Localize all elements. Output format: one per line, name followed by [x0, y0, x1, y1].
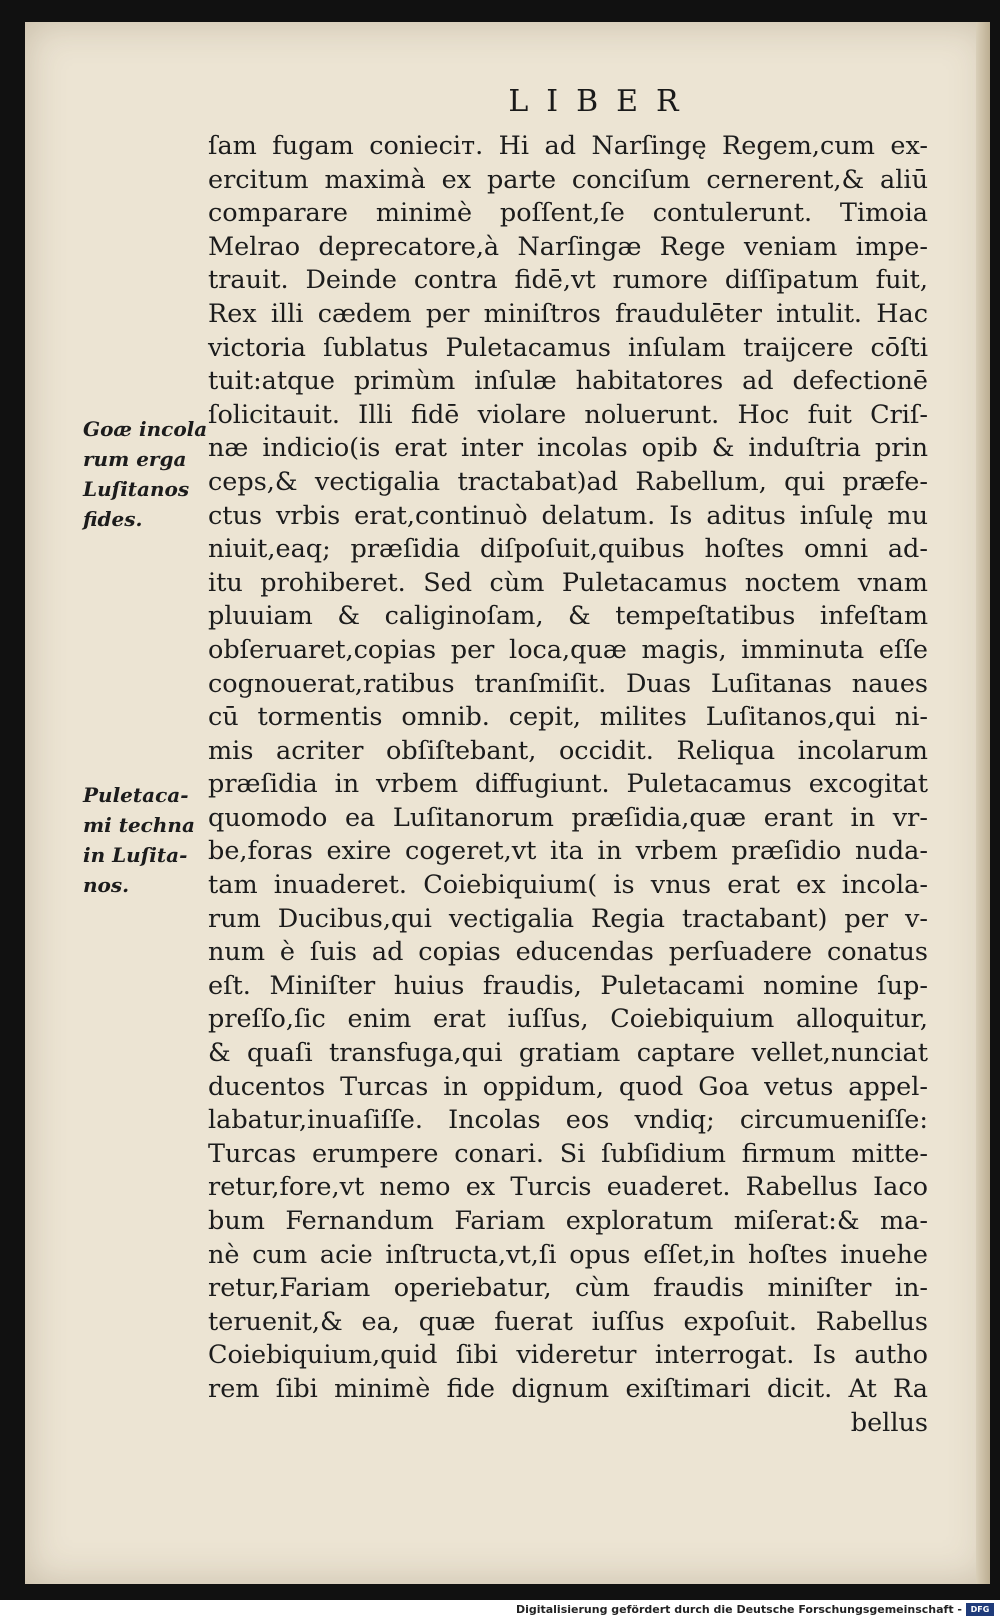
page-edge	[976, 22, 990, 1584]
text-line: Coiebiquium,quid ſibi videretur interrogat. Is autho	[208, 1340, 928, 1371]
text-line: comparare minimè poſſent,ſe contulerunt. Timoia	[208, 198, 928, 229]
marginal-note-line: in Luſita-	[83, 843, 188, 867]
text-line: rum Ducibus,qui vectigalia Regia tractabant) per v-	[208, 903, 928, 934]
marginal-note-line: Goæ incola	[83, 417, 208, 441]
text-line: pluuiam & caliginoſam, & tempeſtatibus infeſtam	[208, 601, 928, 632]
text-line: bum Fernandum Fariam exploratum miſerat:& ma-	[208, 1206, 928, 1236]
marginal-note-line: mi techna	[83, 813, 195, 837]
text-line: mis acriter obſiſtebant, occidit. Reliqua incolarum	[208, 735, 928, 766]
text-line: cognouerat,ratibus tranſmiſit. Duas Luſitanas naues	[208, 668, 928, 699]
text-line: trauit. Deinde contra fidē,vt rumore diſſipatum fuit,	[208, 265, 928, 296]
running-head: LIBER	[508, 84, 697, 119]
dfg-logo: DFG	[966, 1603, 994, 1616]
marginal-note-line: Puletaca-	[83, 783, 189, 807]
text-line: Rex illi cædem per miniſtros fraudulēter intulit. Hac	[208, 298, 928, 329]
text-line: victoria ſublatus Puletacamus inſulam traijcere cōſti	[208, 332, 928, 363]
text-line: cū tormentis omnib. cepit, milites Luſitanos,qui ni-	[208, 702, 928, 733]
text-line: num è ſuis ad copias educendas perſuadere conatus	[208, 937, 928, 968]
book-page	[25, 22, 990, 1584]
digitization-footer	[0, 1600, 1000, 1621]
text-line: labatur,inuaſiſſe. Incolas eos vndiq; circumueniſſe:	[208, 1105, 928, 1136]
text-line: rem ſibi minimè fide dignum exiſtimari dicit. At Ra	[208, 1373, 928, 1404]
text-line: Turcas erumpere conari. Si ſubſidium firmum mitte-	[208, 1138, 928, 1169]
text-line: Melrao deprecatore,à Narſingæ Rege veniam impe-	[208, 231, 928, 262]
marginal-note-line: rum erga	[83, 447, 187, 471]
text-line: teruenit,& ea, quæ fuerat iuſſus expoſuit. Rabellus	[208, 1306, 928, 1337]
text-line: ducentos Turcas in oppidum, quod Goa vetus appel-	[208, 1071, 928, 1102]
text-line: itu prohiberet. Sed cùm Puletacamus noctem vnam	[208, 567, 928, 598]
text-line: nè cum acie inſtructa,vt,ſi opus eſſet,in hoſtes inuehe	[208, 1239, 928, 1270]
text-line: eſt. Miniſter huius fraudis, Puletacami nomine ſup-	[208, 970, 928, 1001]
text-line: niuit,eaq; præſidia diſpoſuit,quibus hoſtes omni ad-	[208, 534, 928, 565]
text-line: obſeruaret,copias per loca,quæ magis, imminuta eſſe	[208, 634, 928, 665]
text-line: preſſo,ſic enim erat iuſſus, Coiebiquium alloquitur,	[208, 1004, 928, 1035]
text-line: ercitum maximà ex parte conciſum cernerent,& aliū	[208, 164, 928, 195]
text-line: præſidia in vrbem diffugiunt. Puletacamus excogitat	[208, 769, 928, 800]
text-line: ctus vrbis erat,continuò delatum. Is aditus inſulę mu	[208, 500, 928, 531]
body-text	[208, 130, 928, 1440]
text-line: be,foras exire cogeret,vt ita in vrbem præſidio nuda-	[208, 836, 928, 867]
marginal-note-2	[83, 780, 208, 900]
marginal-note-1	[83, 414, 208, 534]
text-line: retur,fore,vt nemo ex Turcis euaderet. Rabellus Iaco	[208, 1172, 928, 1203]
text-line: bellus	[850, 1407, 928, 1438]
text-line: retur,Fariam operiebatur, cùm fraudis miniſter in-	[208, 1273, 928, 1304]
footer-credit: Digitalisierung gefördert durch die Deutsche Forschungsgemeinschaft -	[515, 1603, 962, 1616]
text-line: ſolicitauit. Illi fidē violare noluerunt. Hoc fuit Criſ-	[208, 399, 928, 430]
text-line: tam inuaderet. Coiebiquium( is vnus erat ex incola-	[208, 870, 928, 901]
marginal-note-line: Luſitanos	[83, 477, 190, 501]
marginal-note-line: fides.	[83, 507, 143, 531]
marginal-note-line: nos.	[83, 873, 130, 897]
text-line: ceps,& vectigalia tractabat)ad Rabellum, qui præfe-	[208, 466, 928, 497]
text-line: tuit:atque primùm inſulæ habitatores ad defectionē	[208, 366, 928, 397]
text-line: ſam fugam conieciт. Hi ad Narſingę Regem,cum ex-	[208, 131, 928, 161]
text-line: quomodo ea Luſitanorum præſidia,quæ erant in vr-	[208, 802, 928, 833]
text-line: & quaſi transfuga,qui gratiam captare vellet,nunciat	[208, 1038, 928, 1069]
text-line: næ indicio(is erat inter incolas opib & induſtria prin	[208, 433, 928, 464]
